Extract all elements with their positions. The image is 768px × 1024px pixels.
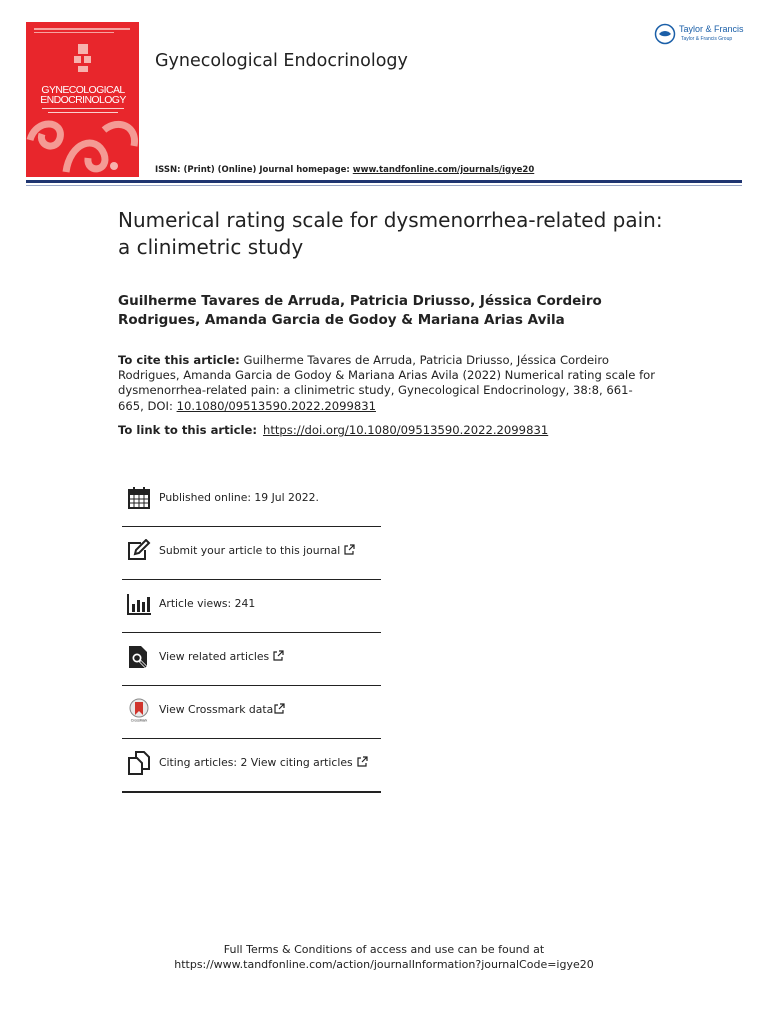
cover-title-line1: GYNECOLOGICAL bbox=[41, 84, 125, 96]
journal-title: Gynecological Endocrinology bbox=[155, 51, 408, 71]
metric-label: Published online: 19 Jul 2022. bbox=[159, 491, 319, 504]
publisher-group: Taylor & Francis Group bbox=[681, 36, 733, 42]
submit-article-link[interactable]: Submit your article to this journal bbox=[159, 544, 341, 557]
metric-label: Article views: 241 bbox=[159, 597, 256, 610]
footer-line1: Full Terms & Conditions of access and use can be found at bbox=[223, 943, 545, 956]
metric-label[interactable] bbox=[159, 756, 368, 769]
article-authors: Guilherme Tavares de Arruda, Patricia Driusso, Jéssica Cordeiro Rodrigues, Amanda Garcia de Godoy & Mariana Arias Avila bbox=[118, 293, 602, 328]
footer-terms-url[interactable]: https://www.tandfonline.com/action/journalInformation?journalCode=igye20 bbox=[174, 958, 594, 971]
header-divider bbox=[26, 180, 742, 183]
cite-text: Guilherme Tavares de Arruda, Patricia Driusso, Jéssica Cordeiro Rodrigues, Amanda Garcia de Godoy & Mariana Arias Avila (2022) Numerical rating scale for dysmenorrhea-related pain: a clinimetric study, Gynecological Endocrinology, 38:8, 661-665, DOI: bbox=[118, 353, 656, 413]
citing-articles-icon bbox=[127, 751, 151, 775]
link-label: To link to this article: bbox=[118, 423, 257, 437]
article-metrics-list bbox=[122, 474, 381, 793]
issn-prefix: ISSN: (Print) (Online) Journal homepage: bbox=[155, 165, 353, 175]
metric-citing-articles[interactable] bbox=[122, 739, 381, 793]
calendar-icon bbox=[127, 486, 151, 510]
metric-submit-article[interactable] bbox=[122, 527, 381, 580]
cover-subtitle-strip bbox=[42, 108, 124, 109]
bar-chart-icon bbox=[127, 592, 151, 616]
metric-related-articles[interactable] bbox=[122, 633, 381, 686]
external-link-icon bbox=[357, 756, 368, 767]
cite-label: To cite this article: bbox=[118, 353, 240, 367]
metric-label[interactable] bbox=[159, 703, 285, 716]
citation-block bbox=[118, 353, 658, 414]
external-link-icon bbox=[273, 650, 284, 661]
issn-line bbox=[155, 165, 534, 175]
crossmark-icon bbox=[127, 698, 151, 722]
cite-doi-link[interactable]: 10.1080/09513590.2022.2099831 bbox=[176, 398, 376, 413]
metric-label[interactable] bbox=[159, 544, 355, 557]
cover-subtitle-strip-2 bbox=[48, 112, 118, 113]
crossmark-link[interactable]: View Crossmark data bbox=[159, 703, 274, 716]
citing-articles-link[interactable]: Citing articles: 2 View citing articles bbox=[159, 756, 353, 769]
article-link-block bbox=[118, 423, 678, 437]
external-link-icon bbox=[274, 703, 285, 714]
related-articles-link[interactable]: View related articles bbox=[159, 650, 270, 663]
crossmark-icon-label: CrossMark bbox=[130, 718, 148, 722]
journal-cover-image bbox=[26, 22, 139, 177]
publisher-name: Taylor & Francis bbox=[679, 24, 744, 34]
edit-icon bbox=[127, 539, 151, 563]
metric-published-online bbox=[122, 474, 381, 527]
header-divider-thin bbox=[26, 185, 742, 186]
cover-title-line2: ENDOCRINOLOGY bbox=[40, 94, 126, 106]
metric-crossmark[interactable] bbox=[122, 686, 381, 739]
article-doi-link[interactable]: https://doi.org/10.1080/09513590.2022.2099831 bbox=[262, 423, 549, 437]
external-link-icon bbox=[344, 544, 355, 555]
article-title: Numerical rating scale for dysmenorrhea-related pain: a clinimetric study bbox=[118, 208, 663, 259]
metric-label[interactable] bbox=[159, 650, 284, 663]
terms-footer bbox=[0, 942, 768, 972]
metric-article-views bbox=[122, 580, 381, 633]
search-document-icon bbox=[127, 645, 151, 669]
journal-homepage-link[interactable]: www.tandfonline.com/journals/igye20 bbox=[352, 165, 535, 175]
